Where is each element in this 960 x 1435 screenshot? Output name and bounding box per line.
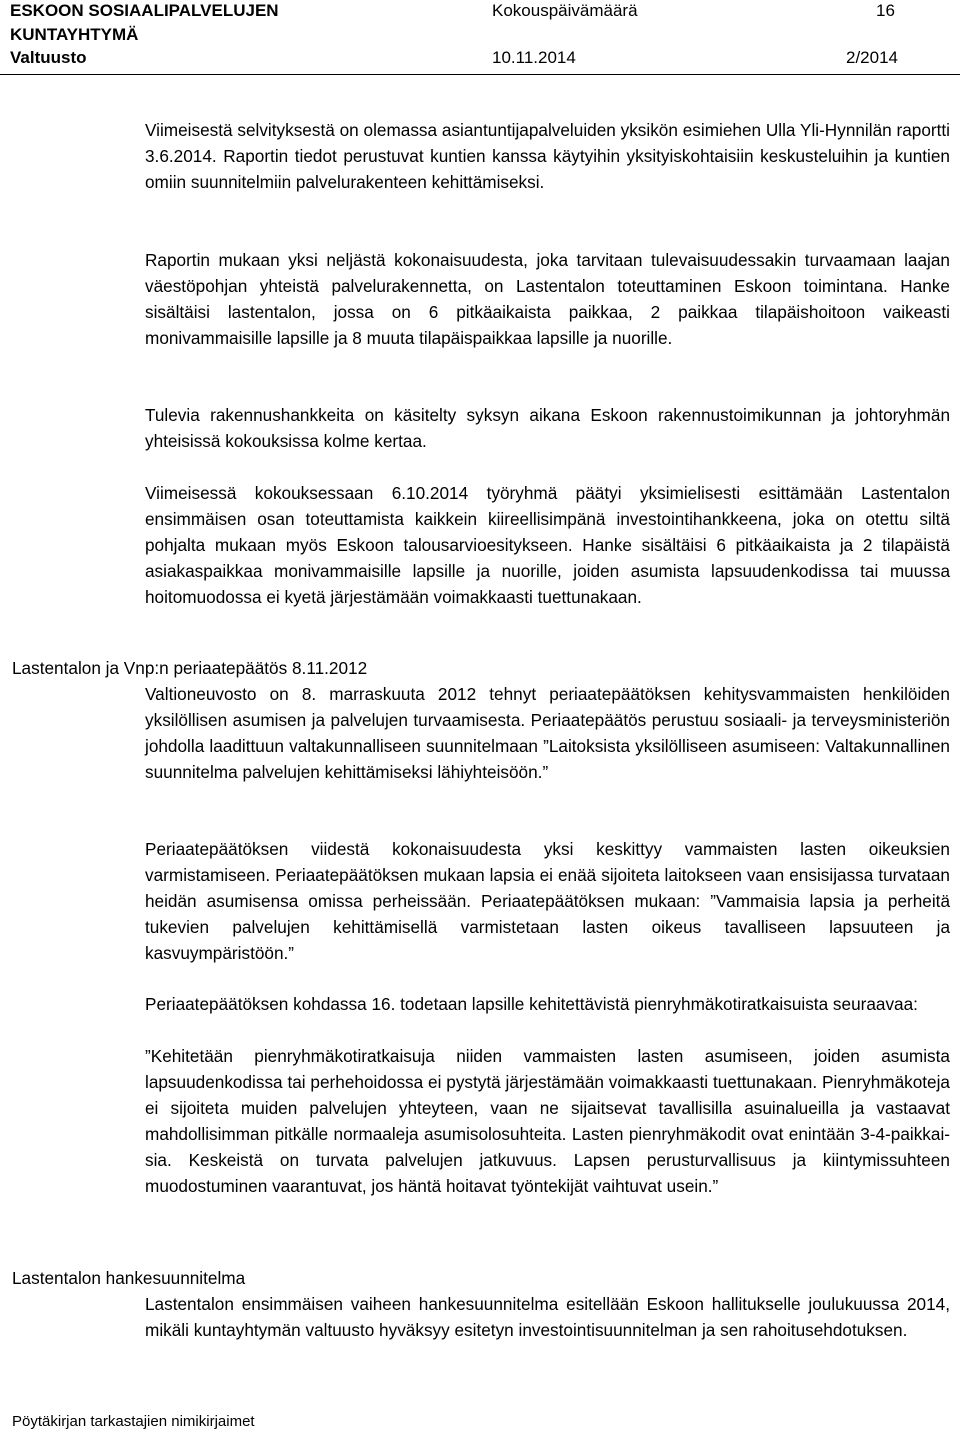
- paragraph-report-summary: Viimeisestä selvityksestä on olemassa asiantuntijapalveluiden yksikön esimiehen Ulla Yli-Hynnilän raportti 3.6.2014. Raportin tiedot perustuvat kuntien kanssa käytyihin yksityiskohtaisiin keskusteluihin ja kuntien omiin suunnitelmiin palvelurakenteen kehittämiseksi.: [145, 120, 950, 192]
- paragraph-item-16-quote: ”Kehitetään pienryhmäkotiratkaisuja niiden vammaisten lasten asumiseen, joiden asumista lapsuudenkodissa tai perhehoidossa ei pystytä järjestämään voimakkaasti tuettunakaan. Pienryhmäkoteja ei sijoiteta muiden palvelujen yhteyteen, vaan ne sijaitsevat tavallisilla asuinalueilla ja vastaavat mahdollisimman pitkälle normaaleja asumisolosuhteita. Lasten pienryhmäkodit ovat enintään 3-4-paikkaisia. Keskeistä on turvata palvelujen jatkuvuus. Lapsen perusturvallisuus ja kiintymissuhteen muodostuminen vaarantuvat, jos häntä hoitavat työntekijät vaihtuvat usein.”: [145, 1046, 950, 1196]
- paragraph-item-16-intro: Periaatepäätöksen kohdassa 16. todetaan lapsille kehitettävistä pienryhmäkotiratkaisuista seuraavaa:: [145, 994, 918, 1014]
- document-header: [0, 0, 960, 78]
- section-number: 16: [876, 1, 895, 20]
- paragraph-government-resolution: Valtioneuvosto on 8. marraskuuta 2012 tehnyt periaatepäätöksen kehitysvammaisten henkilöiden yksilöllisen asumisen ja palvelujen turvaamisesta. Periaatepäätös perustuu sosiaali- ja terveysministeriön johdolla laadittuun valtakunnalliseen suunnitelmaan ”Laitoksista yksilölliseen asumiseen: Valtakunnallinen suunnitelma palvelujen kehittämiseksi lähiyhteisöön.”: [145, 684, 950, 782]
- header-divider: [0, 74, 960, 75]
- section-heading-government-resolution: Lastentalon ja Vnp:n periaatepäätös 8.11.2012: [12, 658, 368, 678]
- date-label: Kokouspäivämäärä: [492, 1, 638, 20]
- paragraph-working-group-decision: Viimeisessä kokouksessaan 6.10.2014 työryhmä päätyi yksimielisesti esittämään Lastentalon ensimmäisen osan toteuttamista kaikkein kiireellisimpänä investointihankkeena, joka on otettu siltä pohjalta mukaan myös Eskoon talousarvioesitykseen. Hanke sisältäisi 6 pitkäaikaista ja 2 tilapäistä asiakaspaikkaa monivammaisille lapsille ja nuorille, joiden asumista lapsuudenkodissa tai muussa hoitomuodossa ei kyetä järjestämään voimakkaasti tuettunakaan.: [145, 483, 950, 607]
- organization-name-line1: ESKOON SOSIAALIPALVELUJEN: [10, 1, 279, 20]
- footer-initials-label: Pöytäkirjan tarkastajien nimikirjaimet: [12, 1413, 255, 1430]
- body-name: Valtuusto: [10, 48, 87, 67]
- paragraph-report-findings: Raportin mukaan yksi neljästä kokonaisuudesta, joka tarvitaan tulevaisuudessakin turvaamaan laajan väestöpohjan yhteistä palvelurakennetta, on Lastentalon toteuttaminen Eskoon toimintana. Hanke sisältäisi lastentalon, jossa on 6 pitkäaikaista paikkaa, 2 paikkaa tilapäishoitoon vaikeasti monivammaisille lapsille ja 8 muuta tilapäispaikkaa lapsille ja nuorille.: [145, 250, 950, 348]
- meeting-date: 10.11.2014: [492, 48, 576, 67]
- paragraph-building-projects: Tulevia rakennushankkeita on käsitelty syksyn aikana Eskoon rakennustoimikunnan ja johtoryhmän yhteisissä kokouksissa kolme kertaa.: [145, 405, 950, 451]
- section-heading-project-plan: Lastentalon hankesuunnitelma: [12, 1268, 246, 1288]
- organization-name-line2: KUNTAYHTYMÄ: [10, 25, 139, 44]
- paragraph-children-rights: Periaatepäätöksen viidestä kokonaisuudesta yksi keskittyy vammaisten lasten oikeuksien varmistamiseen. Periaatepäätöksen mukaan lapsia ei enää sijoiteta laitokseen vaan ensisijassa turvataan heidän asumisensa omissa perheissään. Periaatepäätöksen mukaan: ”Vammaisia lapsia ja perheitä tukevien palvelujen kehittämisellä varmistetaan lasten oikeus tavalliseen lapsuuteen ja kasvuympäristöön.”: [145, 839, 950, 963]
- paragraph-project-plan: Lastentalon ensimmäisen vaiheen hankesuunnitelma esitellään Eskoon hallitukselle joulukuussa 2014, mikäli kuntayhtymän valtuusto hyväksyy esitetyn investointisuunnitelman ja sen rahoitusehdotuksen.: [145, 1294, 950, 1340]
- meeting-number: 2/2014: [846, 48, 898, 67]
